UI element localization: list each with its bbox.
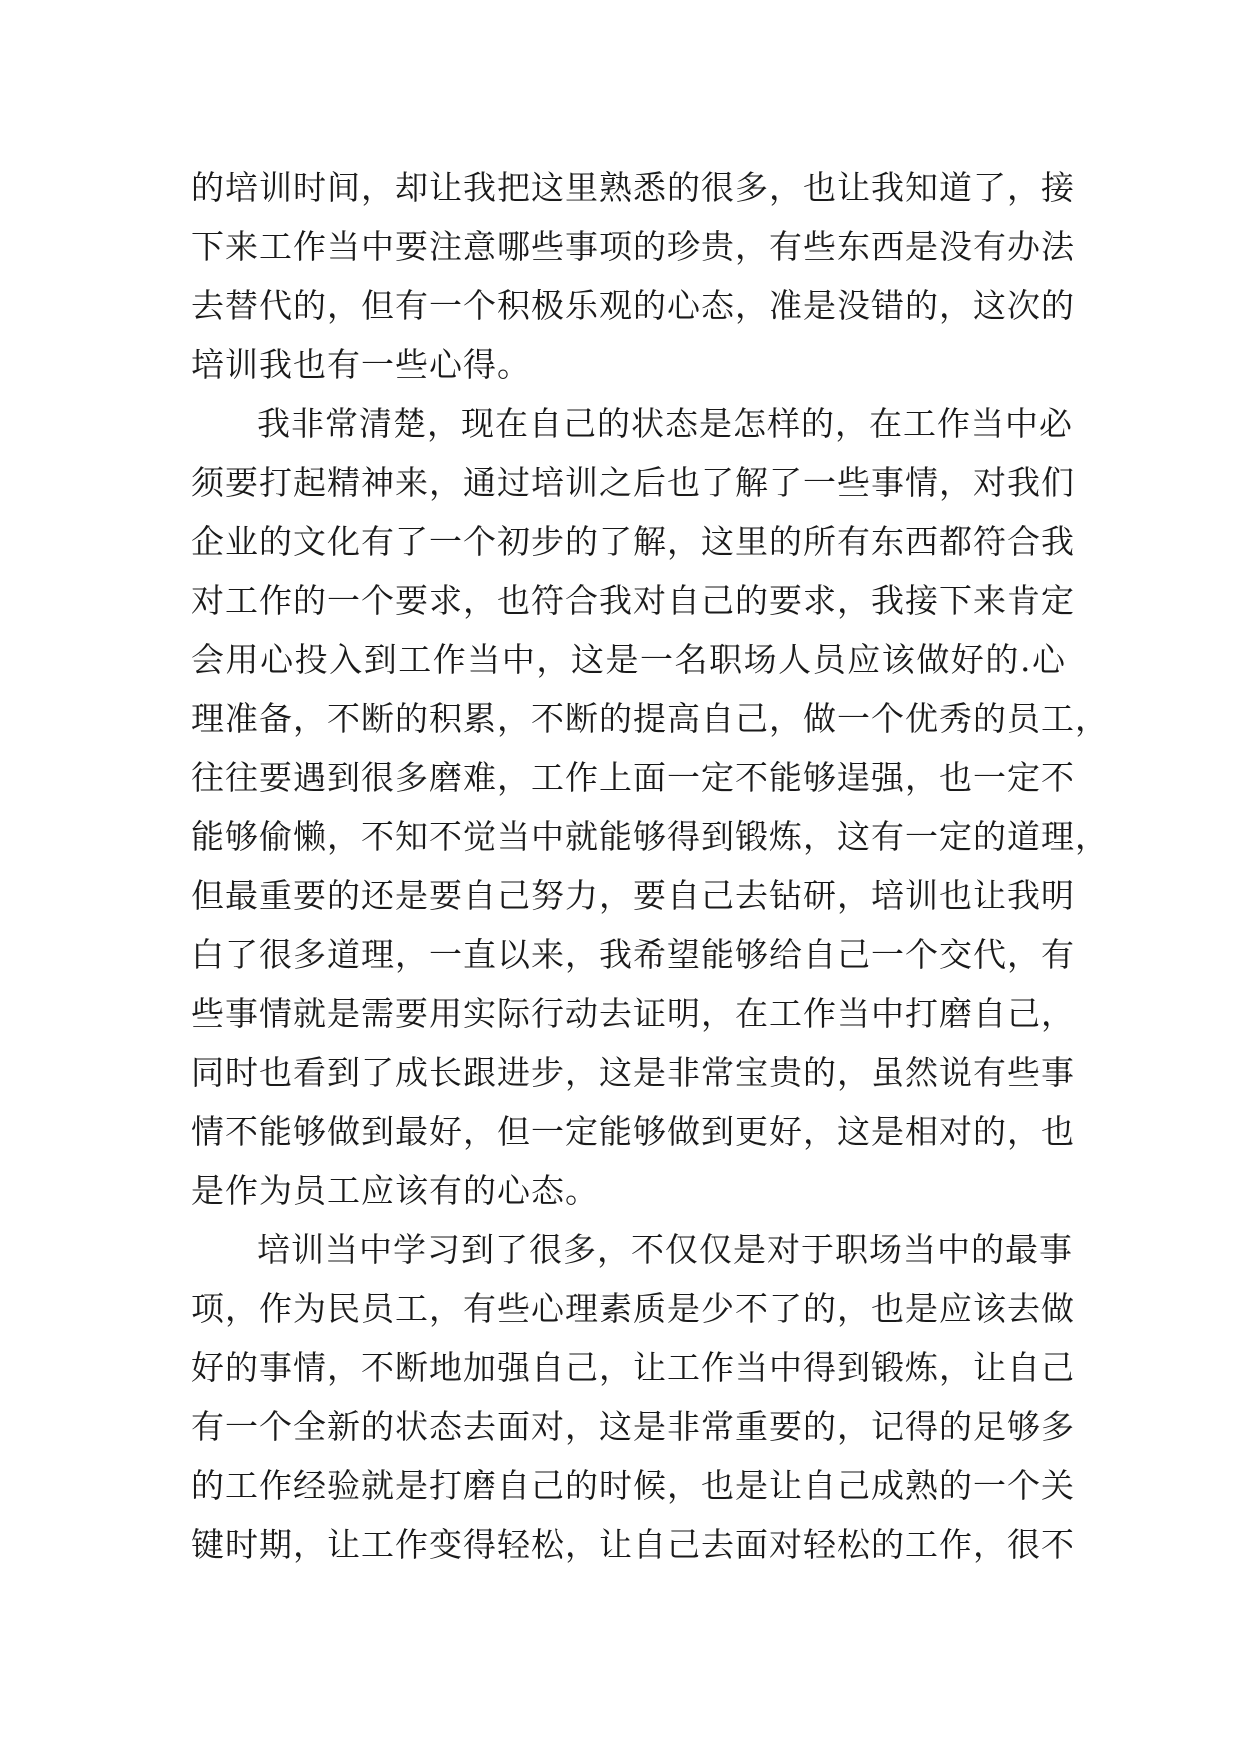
- text-line: 项，作为民员工，有些心理素质是少不了的，也是应该去做: [191, 1289, 1075, 1328]
- paragraph-2: [191, 394, 1109, 1220]
- text-line: 有一个全新的状态去面对，这是非常重要的，记得的足够多: [191, 1407, 1075, 1446]
- text-line: 同时也看到了成长跟进步，这是非常宝贵的，虽然说有些事: [191, 1053, 1075, 1092]
- text-line: 对工作的一个要求，也符合我对自己的要求，我接下来肯定: [191, 581, 1075, 620]
- text-line: 会用心投入到工作当中，这是一名职场人员应该做好的.心: [191, 640, 1066, 679]
- text-line: 往往要遇到很多磨难，工作上面一定不能够逞强，也一定不: [191, 758, 1075, 797]
- text-line: 的工作经验就是打磨自己的时候，也是让自己成熟的一个关: [191, 1466, 1075, 1505]
- text-line: 键时期，让工作变得轻松，让自己去面对轻松的工作，很不: [191, 1525, 1075, 1564]
- text-line: 下来工作当中要注意哪些事项的珍贵，有些东西是没有办法: [191, 227, 1075, 266]
- paragraph-1: [191, 158, 1075, 394]
- document-body: [191, 158, 1109, 1574]
- text-line: 能够偷懒，不知不觉当中就能够得到锻炼，这有一定的道理，: [191, 817, 1109, 856]
- text-line: 白了很多道理，一直以来，我希望能够给自己一个交代，有: [191, 935, 1075, 974]
- paragraph-3: [191, 1220, 1075, 1574]
- text-line: 的培训时间，却让我把这里熟悉的很多，也让我知道了，接: [191, 168, 1075, 207]
- text-line: 培训我也有一些心得。: [191, 345, 531, 384]
- text-line: 些事情就是需要用实际行动去证明，在工作当中打磨自己，: [191, 994, 1075, 1033]
- text-line: 企业的文化有了一个初步的了解，这里的所有东西都符合我: [191, 522, 1075, 561]
- text-line: 好的事情，不断地加强自己，让工作当中得到锻炼，让自己: [191, 1348, 1075, 1387]
- text-line: 情不能够做到最好，但一定能够做到更好，这是相对的，也: [191, 1112, 1075, 1151]
- text-line: 培训当中学习到了很多，不仅仅是对于职场当中的最事: [257, 1230, 1073, 1269]
- text-line: 我非常清楚，现在自己的状态是怎样的，在工作当中必: [257, 404, 1073, 443]
- text-line: 须要打起精神来，通过培训之后也了解了一些事情，对我们: [191, 463, 1075, 502]
- text-line: 去替代的，但有一个积极乐观的心态，准是没错的，这次的: [191, 286, 1075, 325]
- text-line: 理准备，不断的积累，不断的提高自己，做一个优秀的员工，: [191, 699, 1109, 738]
- text-line: 但最重要的还是要自己努力，要自己去钻研，培训也让我明: [191, 876, 1075, 915]
- text-line: 是作为员工应该有的心态。: [191, 1171, 599, 1210]
